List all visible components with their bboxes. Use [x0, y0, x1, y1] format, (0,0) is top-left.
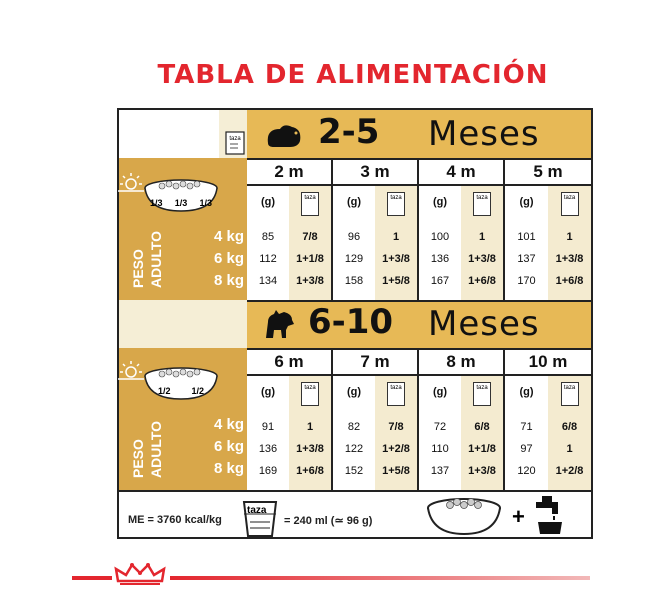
grams-value: 134 [258, 275, 278, 287]
weight-label: 6 kg [213, 250, 244, 267]
grams-column [505, 376, 548, 490]
section2-range: 6-10 [308, 302, 394, 342]
cup-label: taza [563, 385, 576, 391]
month-header: 7 m [333, 350, 419, 376]
cup-icon [387, 192, 405, 216]
grams-value: 129 [344, 253, 364, 265]
grams-value: 97 [520, 443, 533, 455]
moon-icon [222, 358, 240, 385]
grams-label: (g) [346, 386, 362, 398]
cups-value: 6/8 [561, 421, 578, 433]
month-header: 6 m [247, 350, 333, 376]
section2-portions [158, 386, 204, 396]
cup-label: taza [563, 195, 576, 201]
adulto-text: ADULTO [148, 420, 164, 478]
section1-unit: Meses [428, 114, 540, 154]
portion: 1/2 [191, 386, 204, 396]
cups-value: 1+5/8 [382, 275, 410, 287]
grams-label: (g) [519, 386, 534, 398]
cups-column [375, 376, 417, 490]
cup-equivalence: = 240 ml (≃ 96 g) [284, 515, 373, 527]
grams-label: (g) [432, 196, 448, 208]
cups-value: 1 [306, 421, 314, 433]
section2-unit: Meses [428, 304, 540, 344]
cups-value: 1 [392, 231, 400, 243]
cup-icon [224, 130, 246, 161]
cups-value: 7/8 [388, 421, 404, 433]
cups-value: 1+3/8 [555, 253, 584, 265]
cups-value: 1+3/8 [296, 443, 324, 455]
puppy-icon [262, 119, 306, 156]
moon-icon [222, 170, 240, 197]
cup-icon [387, 382, 405, 406]
cup-label: taza [476, 195, 488, 201]
grams-value: 82 [347, 421, 361, 433]
grams-column [505, 186, 548, 300]
cup-icon [301, 382, 319, 406]
cup-label: taza [476, 385, 488, 391]
svg-text:taza: taza [229, 136, 241, 142]
grams-value: 158 [344, 275, 364, 287]
cup-icon [561, 192, 579, 216]
grams-label: (g) [346, 196, 362, 208]
cup-label: taza [304, 385, 316, 391]
weight-label: 8 kg [213, 460, 244, 477]
grams-value: 91 [261, 421, 275, 433]
cup-icon [561, 382, 579, 406]
grams-column [333, 186, 375, 300]
weight-label: 4 kg [213, 228, 244, 245]
cups-value: 1+1/8 [468, 443, 496, 455]
month-header: 8 m [419, 350, 505, 376]
grams-value: 122 [344, 443, 364, 455]
cups-column [461, 376, 503, 490]
portion: 1/3 [150, 198, 163, 208]
cups-value: 1+6/8 [555, 275, 584, 287]
portion: 1/3 [199, 198, 212, 208]
grams-value: 100 [430, 231, 450, 243]
month-column [505, 376, 591, 490]
grams-label: (g) [519, 196, 534, 208]
grams-value: 170 [517, 275, 536, 287]
cups-value: 1+2/8 [382, 443, 410, 455]
cups-value: 6/8 [474, 421, 490, 433]
peso-adulto-label [130, 418, 164, 478]
cups-value: 1+6/8 [468, 275, 496, 287]
brand-line-right [170, 576, 590, 580]
cups-column [548, 186, 591, 300]
cups-value: 1+3/8 [468, 465, 496, 477]
grams-value: 137 [430, 465, 450, 477]
grams-column [419, 186, 461, 300]
cups-value: 1+3/8 [382, 253, 410, 265]
grams-value: 96 [347, 231, 361, 243]
brand-line-left [72, 576, 112, 580]
grams-value: 72 [433, 421, 447, 433]
cups-column [289, 376, 331, 490]
me-value: ME = 3760 kcal/kg [128, 514, 222, 526]
month-header: 3 m [333, 160, 419, 186]
schnauzer-icon [262, 308, 298, 345]
cups-column [548, 376, 591, 490]
page-title: TABLA DE ALIMENTACIÓN [157, 60, 549, 90]
month-column [333, 376, 419, 490]
weight-label: 8 kg [213, 272, 244, 289]
grams-column [247, 376, 289, 490]
section1-range: 2-5 [318, 112, 380, 152]
cups-value: 1+6/8 [296, 465, 324, 477]
peso-adulto-label [130, 228, 164, 288]
grams-column [419, 376, 461, 490]
weight-label: 4 kg [213, 416, 244, 433]
cups-column [461, 186, 503, 300]
month-column [333, 186, 419, 300]
grams-label: (g) [432, 386, 448, 398]
grams-value: 136 [258, 443, 278, 455]
grams-value: 152 [344, 465, 364, 477]
cup-label: taza [247, 505, 267, 516]
cup-label: taza [390, 385, 402, 391]
cups-value: 1 [566, 231, 573, 243]
plus-sign: + [512, 504, 525, 529]
cups-value: 1+5/8 [382, 465, 410, 477]
section1-portions [150, 198, 212, 208]
portion: 1/3 [174, 198, 188, 208]
month-column [419, 376, 505, 490]
month-header: 2 m [247, 160, 333, 186]
grams-value: 167 [430, 275, 450, 287]
month-column [419, 186, 505, 300]
peso-text: PESO [130, 249, 146, 288]
cups-value: 1+3/8 [296, 275, 324, 287]
section1-grid [247, 158, 591, 300]
weight-label: 6 kg [213, 438, 244, 455]
bowl-icon [424, 496, 504, 541]
grams-column [333, 376, 375, 490]
grams-value: 120 [517, 465, 536, 477]
adulto-text: ADULTO [148, 230, 164, 288]
portion: 1/2 [158, 386, 171, 396]
cup-label: taza [390, 195, 402, 201]
grams-value: 112 [259, 253, 277, 265]
grams-column [247, 186, 289, 300]
month-header: 10 m [505, 350, 591, 376]
cups-column [375, 186, 417, 300]
peso-text: PESO [130, 439, 146, 478]
section2-weights [200, 414, 244, 480]
cup-icon [473, 192, 491, 216]
grams-value: 169 [258, 465, 278, 477]
month-column [505, 186, 591, 300]
grams-value: 71 [520, 421, 533, 433]
cups-value: 1 [478, 231, 486, 243]
cups-value: 1+2/8 [555, 465, 584, 477]
grams-value: 110 [431, 443, 449, 455]
cup-label: taza [304, 195, 316, 201]
month-column [247, 186, 333, 300]
section1-weights [200, 226, 244, 292]
month-column [247, 376, 333, 490]
cups-value: 1 [566, 443, 573, 455]
cup-icon [301, 192, 319, 216]
cup-icon [473, 382, 491, 406]
cups-value: 1+1/8 [296, 253, 324, 265]
crown-icon [112, 563, 168, 592]
middle-cream [119, 300, 247, 348]
cups-value: 1+3/8 [468, 253, 496, 265]
grams-value: 101 [517, 231, 536, 243]
faucet-icon [532, 494, 566, 541]
cups-value: 7/8 [302, 231, 318, 243]
grams-value: 136 [430, 253, 450, 265]
section2-grid [247, 348, 591, 490]
grams-value: 85 [261, 231, 275, 243]
grams-label: (g) [260, 386, 276, 398]
month-header: 5 m [505, 160, 591, 186]
grams-label: (g) [260, 196, 276, 208]
month-header: 4 m [419, 160, 505, 186]
cups-column [289, 186, 331, 300]
grams-value: 137 [517, 253, 536, 265]
